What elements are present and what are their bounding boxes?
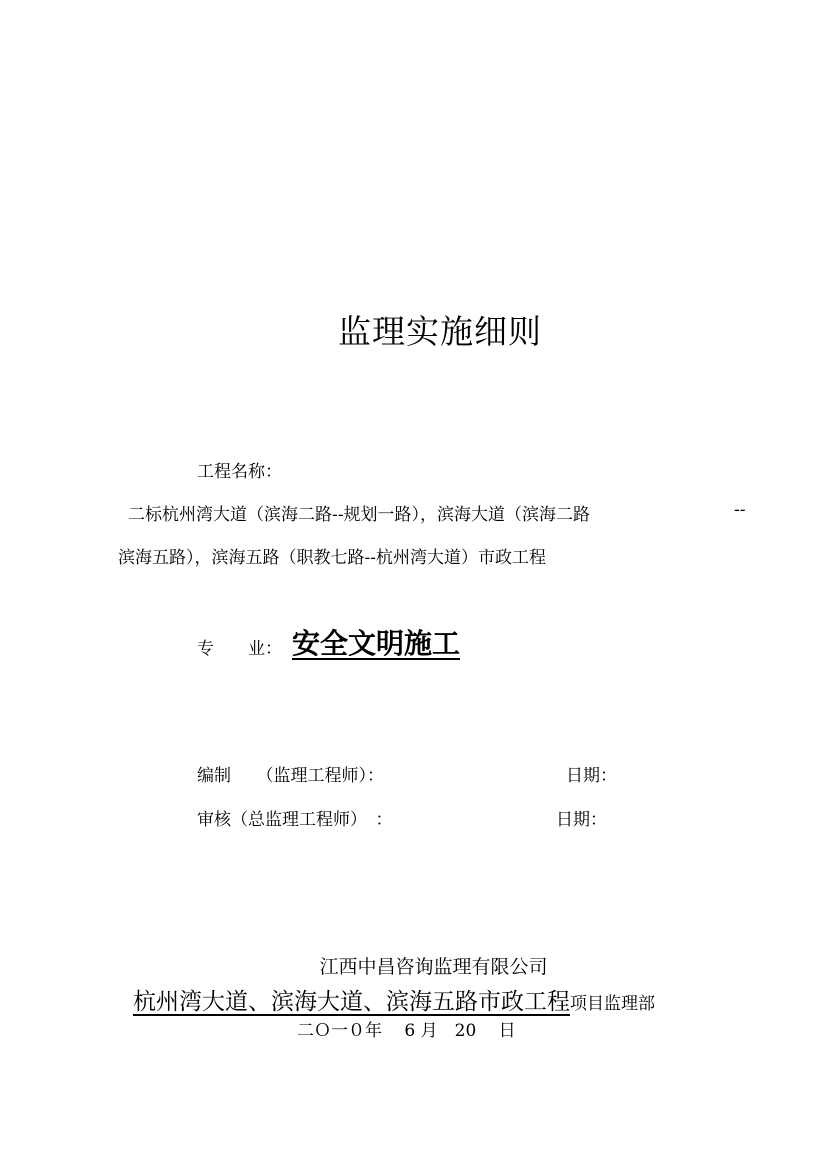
project-name-line-1-tail: --	[734, 500, 746, 520]
project-name-label: 工程名称：	[197, 462, 282, 482]
company-name: 江西中昌咨询监理有限公司	[319, 956, 548, 978]
document-title: 监理实施细则	[338, 312, 542, 351]
reviewer-date-label: 日期：	[556, 810, 607, 830]
department-project: 杭州湾大道、滨海大道、滨海五路市政工程	[133, 989, 570, 1015]
compiler-label: 编制 （监理工程师）：	[197, 766, 384, 786]
date-line: 二Ｏ一０年 6 月 20 日	[297, 1021, 516, 1041]
reviewer-label: 审核（总监理工程师） ：	[197, 810, 393, 830]
major-label: 专 业：	[197, 639, 282, 659]
project-name-line-1: 二标杭州湾大道（滨海二路--规划一路），滨海大道（滨海二路	[128, 505, 590, 525]
department-line	[133, 983, 655, 1016]
department-suffix: 项目监理部	[570, 994, 655, 1014]
compiler-date-label: 日期：	[566, 766, 617, 786]
project-name-line-2: 滨海五路），滨海五路（职教七路--杭州湾大道）市政工程	[118, 548, 546, 568]
major-value: 安全文明施工	[292, 627, 461, 660]
